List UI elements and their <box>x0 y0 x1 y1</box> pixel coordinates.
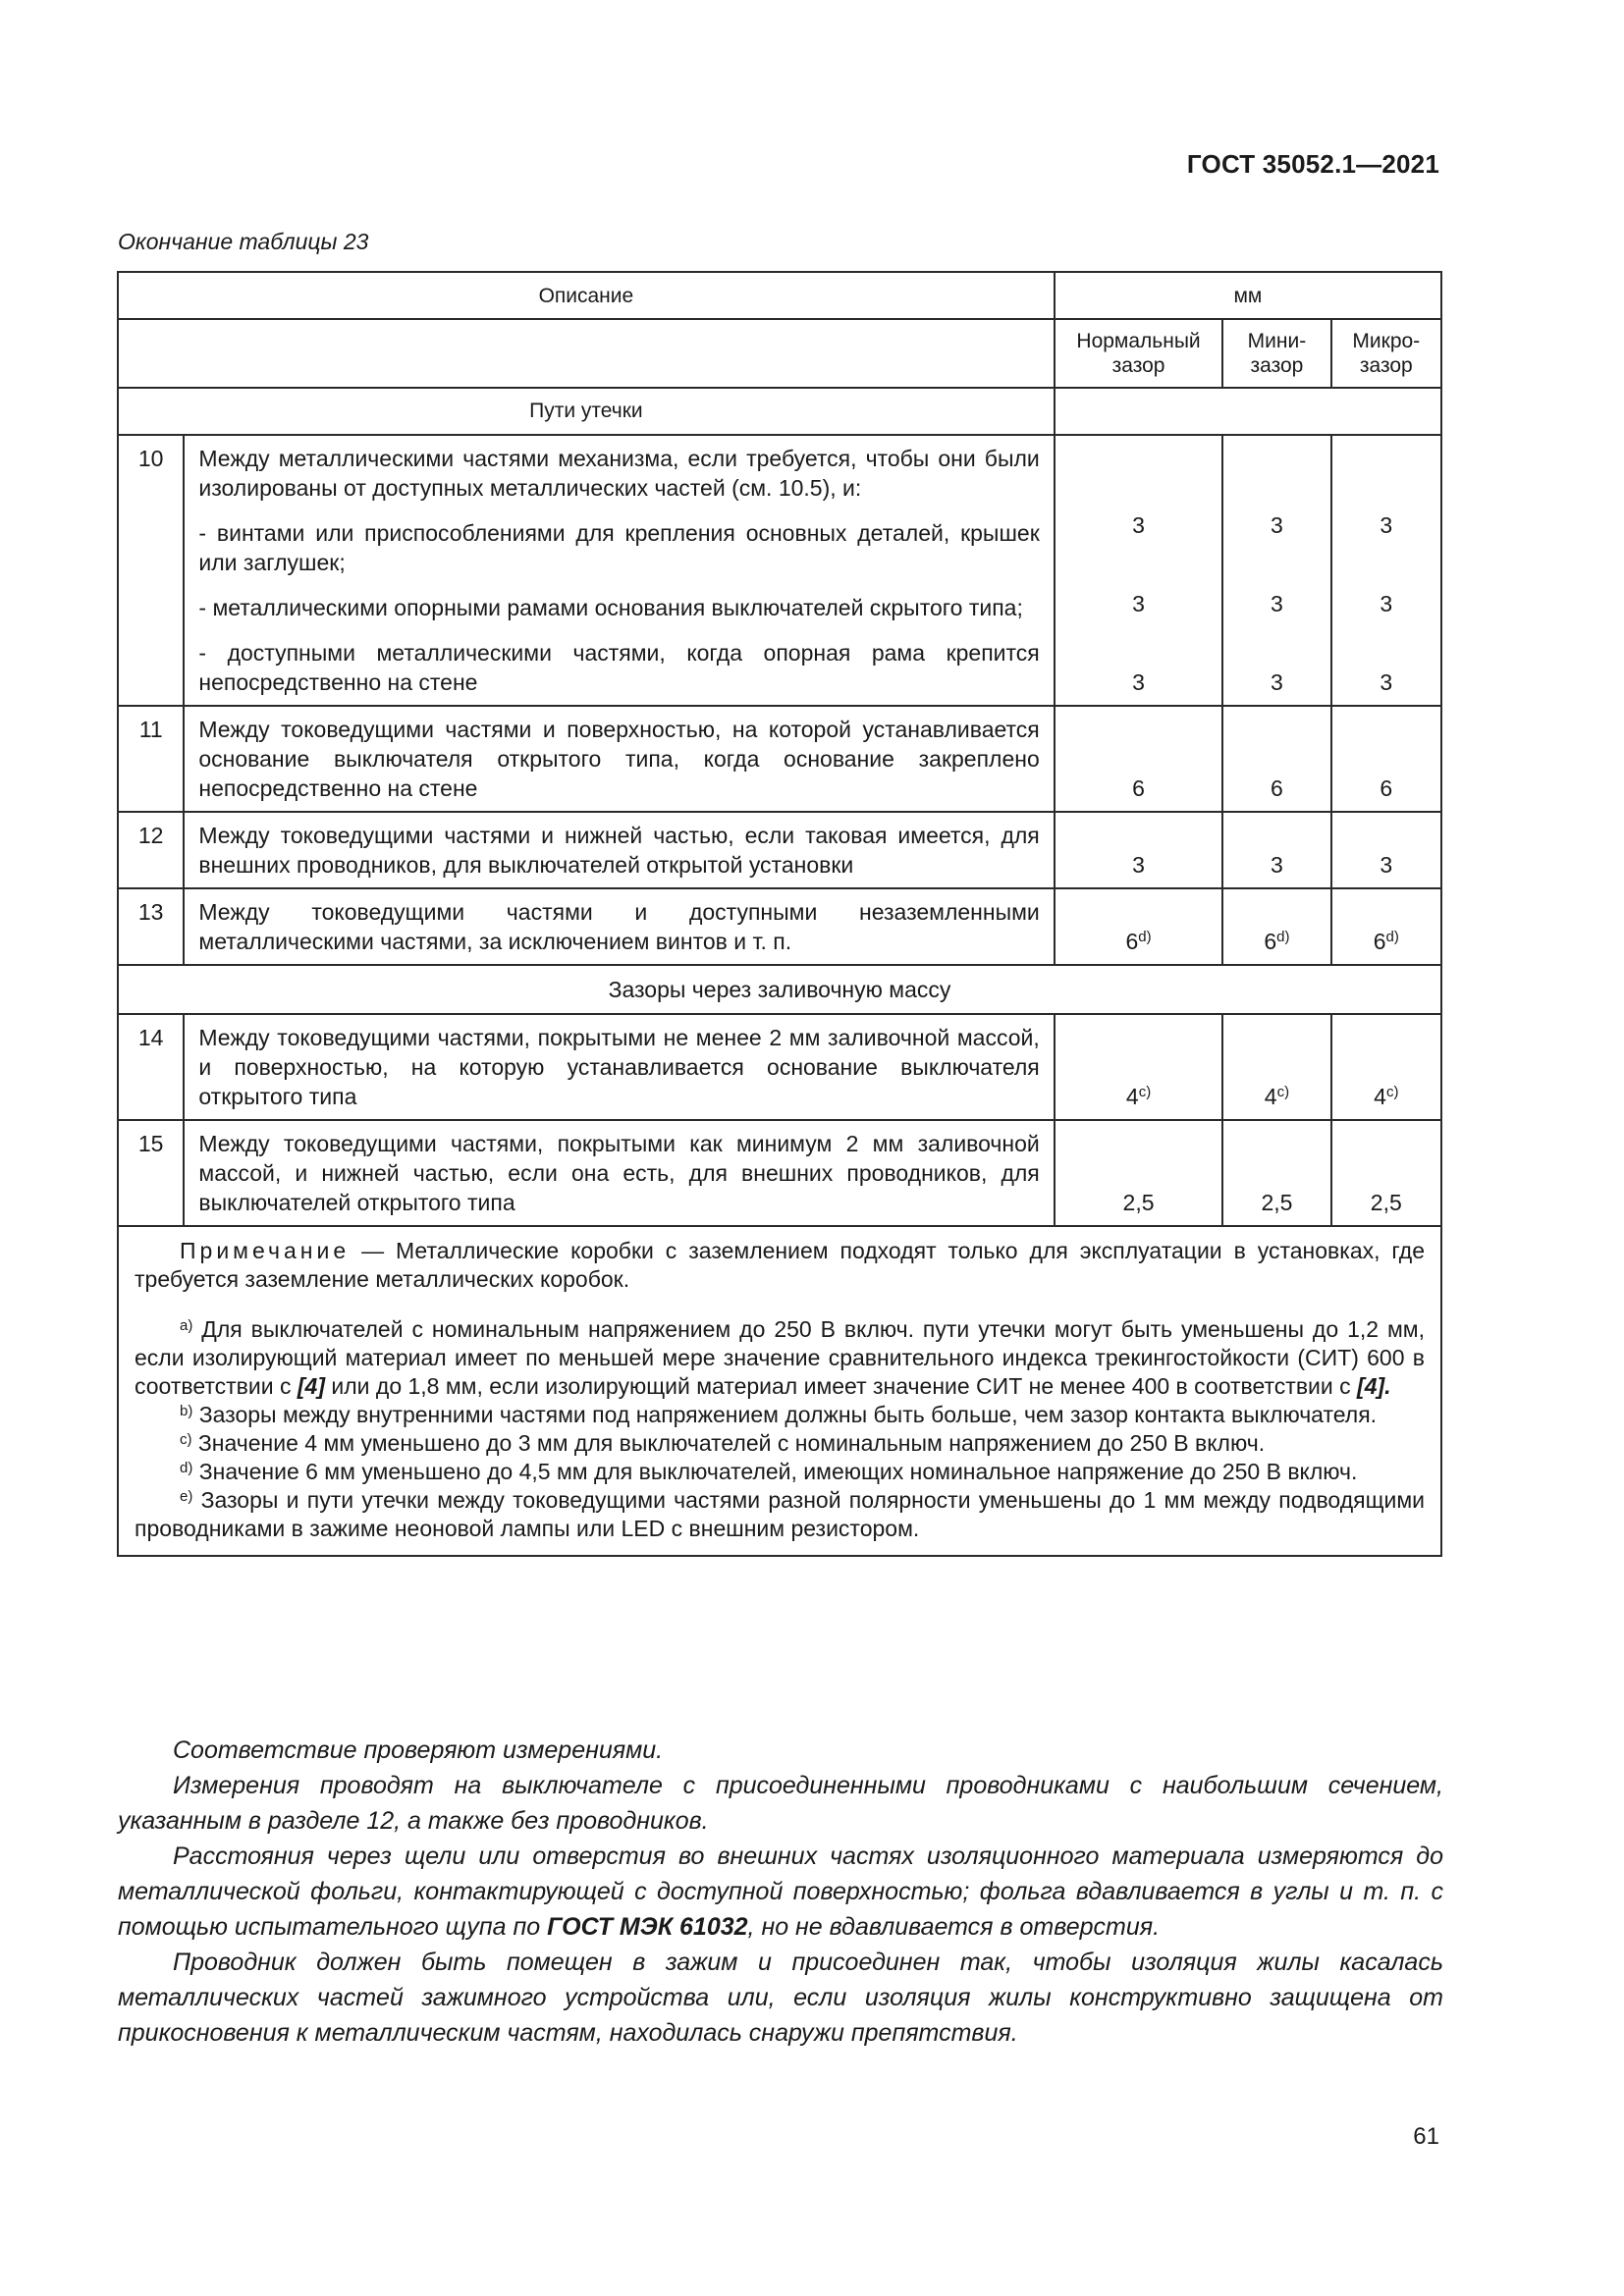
value-micro: 6 <box>1331 706 1441 812</box>
footnote-e <box>135 1486 1425 1543</box>
footnote-b <box>135 1401 1425 1429</box>
row-item: - винтами или приспособлениями для крепления основных деталей, крышек или заглушек; <box>198 520 1040 575</box>
value-cell: 6 <box>1125 929 1139 954</box>
value-cell: 6 <box>1373 929 1386 954</box>
value-cell: 3 <box>1380 669 1393 695</box>
row-intro: Между металлическими частями механизма, если требуется, чтобы они были изолированы от доступных металлических частей (см. 10.5), и: <box>198 446 1040 501</box>
section-creepage: Пути утечки <box>118 388 1055 435</box>
value-normal: 2,5 <box>1055 1120 1223 1226</box>
value-micro <box>1331 1014 1441 1120</box>
row-number: 12 <box>118 812 184 888</box>
header-description: Описание <box>118 272 1055 319</box>
row-description: Между токоведущими частями и нижней частью, если таковая имеется, для внешних проводников, для выключателей открытой установки <box>184 812 1054 888</box>
section-potting: Зазоры через заливочную массу <box>118 965 1441 1014</box>
reference: [4] <box>297 1373 325 1399</box>
value-normal: 3 <box>1055 812 1223 888</box>
footnote-ref: c) <box>1276 1084 1290 1100</box>
value-normal <box>1055 1014 1223 1120</box>
row-item: - металлическими опорными рамами основания выключателей скрытого типа; <box>198 595 1023 620</box>
table-caption: Окончание таблицы 23 <box>118 229 369 254</box>
value-cell: 3 <box>1380 591 1393 616</box>
row-description: Между токоведущими частями, покрытыми как минимум 2 мм заливочной массой, и нижней частью, если она есть, для внешних проводников, для выключателей открытого типа <box>184 1120 1054 1226</box>
footnote-d <box>135 1458 1425 1486</box>
value-normal: 6 <box>1055 706 1223 812</box>
paragraph: Соответствие проверяют измерениями. <box>173 1736 664 1764</box>
footnote-a <box>135 1315 1425 1401</box>
value-cell: 3 <box>1271 591 1283 616</box>
value-cell: 3 <box>1380 512 1393 538</box>
paragraph: Измерения проводят на выключателе с присоединенными проводниками с наибольшим сечением, указанным в разделе 12, а также без проводников. <box>118 1772 1443 1835</box>
header-micro-gap: Микро- зазор <box>1331 319 1441 388</box>
section-creepage-blank <box>1055 388 1441 435</box>
footnote-text: Значение 6 мм уменьшено до 4,5 мм для выключателей, имеющих номинальное напряжение до 250 В включ. <box>192 1459 1358 1484</box>
page-number: 61 <box>1413 2123 1439 2150</box>
row-description: Между токоведущими частями и поверхностью, на которой устанавливается основание выключателя открытого типа, когда основание закреплено непосредственно на стене <box>184 706 1054 812</box>
value-cell: 3 <box>1132 591 1145 616</box>
row-item: - доступными металлическими частями, когда опорная рама крепится непосредственно на стене <box>198 640 1040 695</box>
value-mini: 3 <box>1222 812 1330 888</box>
row-number: 14 <box>118 1014 184 1120</box>
value-micro: 2,5 <box>1331 1120 1441 1226</box>
value-micro: 3 <box>1331 812 1441 888</box>
table-row <box>118 1120 1441 1226</box>
footnote-ref: c) <box>1385 1084 1399 1100</box>
value-micro <box>1331 435 1441 706</box>
row-number: 13 <box>118 888 184 965</box>
value-mini <box>1222 888 1330 965</box>
row-description: Между токоведущими частями, покрытыми не менее 2 мм заливочной массой, и поверхностью, на которую устанавливается основание выключателя открытого типа <box>184 1014 1054 1120</box>
paragraph-text: , но не вдавливается в отверстия. <box>747 1913 1161 1941</box>
footnote-marker: d) <box>180 1460 193 1476</box>
header-mini-gap: Мини- зазор <box>1222 319 1330 388</box>
footnote-marker: b) <box>180 1403 193 1419</box>
row-description <box>184 435 1054 706</box>
value-mini <box>1222 1014 1330 1120</box>
value-mini <box>1222 435 1330 706</box>
table-row <box>118 435 1441 706</box>
value-mini: 6 <box>1222 706 1330 812</box>
value-cell: 6 <box>1264 929 1277 954</box>
value-normal <box>1055 435 1223 706</box>
row-number: 11 <box>118 706 184 812</box>
standard-reference: ГОСТ МЭК 61032 <box>547 1913 748 1941</box>
paragraph: Проводник должен быть помещен в зажим и присоединен так, чтобы изоляция жилы касалась металлических частей зажимного устройства или, если изоляция жилы конструктивно защищена от прикосновения к металлическим частям, находилась снаружи препятствия. <box>118 1949 1443 2047</box>
footnote-ref: d) <box>1138 929 1152 945</box>
value-mini: 2,5 <box>1222 1120 1330 1226</box>
value-cell: 3 <box>1132 669 1145 695</box>
note-label: Примечание <box>180 1238 351 1263</box>
table-notes <box>118 1226 1441 1556</box>
value-cell: 4 <box>1264 1084 1277 1109</box>
body-text <box>118 1733 1443 2051</box>
document-code: ГОСТ 35052.1—2021 <box>1186 149 1439 179</box>
footnote-marker: c) <box>180 1431 192 1448</box>
clearance-table <box>117 271 1442 1557</box>
header-blank <box>118 319 1055 388</box>
general-note <box>135 1237 1425 1294</box>
row-number: 10 <box>118 435 184 706</box>
footnote-text: Для выключателей с номинальным напряжением до 250 В включ. пути утечки могут быть уменьшены до 1,2 мм, если изолирующий материал имеет по меньшей мере значение сравнительного индекса трекингостойкости (СИТ) 600 в соответствии с <box>135 1316 1425 1399</box>
value-cell: 4 <box>1125 1084 1139 1109</box>
table-row <box>118 706 1441 812</box>
paragraph <box>118 1839 1443 1945</box>
reference: [4]. <box>1357 1373 1391 1399</box>
table-row <box>118 1014 1441 1120</box>
value-cell: 3 <box>1132 512 1145 538</box>
header-unit: мм <box>1055 272 1441 319</box>
footnote-text: Зазоры между внутренними частями под напряжением должны быть больше, чем зазор контакта выключателя. <box>192 1402 1378 1427</box>
footnote-text: Значение 4 мм уменьшено до 3 мм для выключателей с номинальным напряжением до 250 В включ. <box>191 1430 1266 1456</box>
row-description: Между токоведущими частями и доступными незаземленными металлическими частями, за исключением винтов и т. п. <box>184 888 1054 965</box>
footnote-marker: e) <box>180 1488 193 1505</box>
footnote-text: или до 1,8 мм, если изолирующий материал имеет значение СИТ не менее 400 в соответствии с <box>325 1373 1358 1399</box>
row-number: 15 <box>118 1120 184 1226</box>
table-row <box>118 888 1441 965</box>
value-cell: 3 <box>1271 669 1283 695</box>
value-micro <box>1331 888 1441 965</box>
paragraph-text: Расстояния через щели или отверстия во внешних частях изоляционного материала измеряются до металлической фольги, контактирующей с доступной поверхностью; фольга вдавливается в углы и т. п. с помощью испытательного щупа по <box>118 1842 1443 1941</box>
footnote-ref: d) <box>1385 929 1399 945</box>
footnote-ref: d) <box>1276 929 1290 945</box>
value-normal <box>1055 888 1223 965</box>
header-normal-gap: Нормальный зазор <box>1055 319 1223 388</box>
value-cell: 3 <box>1271 512 1283 538</box>
footnote-text: Зазоры и пути утечки между токоведущими частями разной полярности уменьшены до 1 мм между подводящими проводниками в зажиме неоновой лампы или LED с внешним резистором. <box>135 1487 1425 1541</box>
table-row <box>118 812 1441 888</box>
value-cell: 4 <box>1374 1084 1386 1109</box>
note-text: — Металлические коробки с заземлением подходят только для эксплуатации в установках, где требуется заземление металлических коробок. <box>135 1238 1425 1292</box>
footnote-ref: c) <box>1138 1084 1152 1100</box>
footnote-c <box>135 1429 1425 1458</box>
footnote-marker: a) <box>180 1317 193 1334</box>
